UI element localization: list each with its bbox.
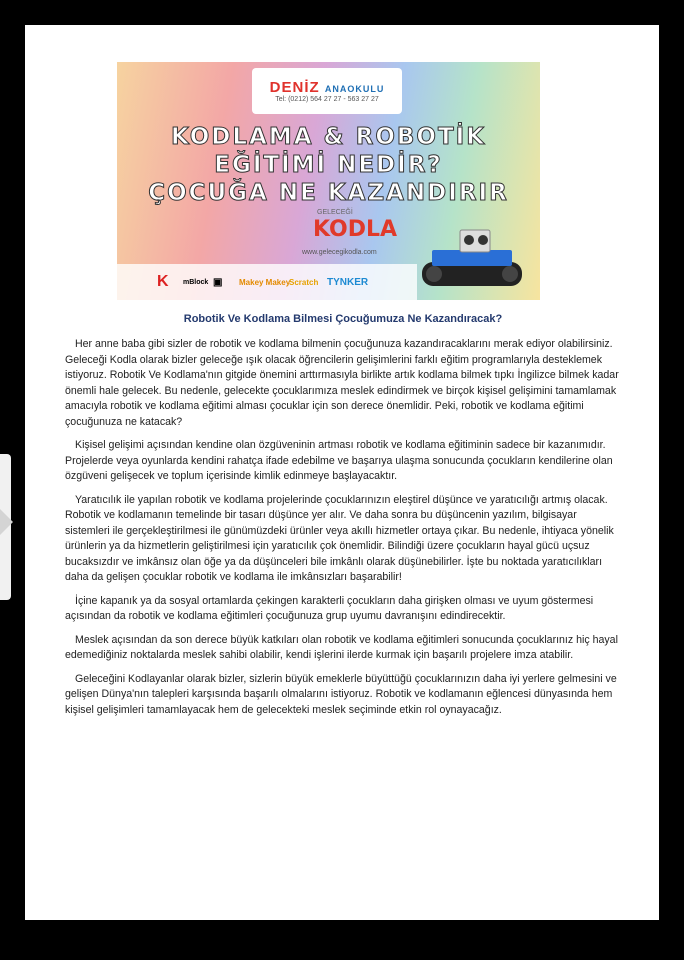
paragraph: Kişisel gelişimi açısından kendine olan özgüveninin artması robotik ve kodlama eğitiminin sadece bir kazanımıdır. Projelerde veya oyunlarda kendini rahatça ifade edebilme ve başarıya ulaşma sonucunda çocukların kendilerine olan özgüveni gelişecek ve toplum içerisinde kimlik edinmeye başlayacaktır.: [65, 439, 613, 482]
banner-image: [117, 62, 540, 300]
school-name-part2: ANAOKULU: [324, 84, 385, 94]
robot-illustration: [412, 214, 532, 294]
document-page: [25, 25, 659, 920]
kodla-url: www.gelecegikodla.com: [302, 249, 377, 256]
partner-logo: K: [157, 273, 169, 290]
school-detail: Tel: (0212) 564 27 27 - 563 27 27: [275, 96, 379, 103]
banner-headline-1: KODLAMA & ROBOTİK: [170, 124, 487, 150]
paragraph: Geleceğini Kodlayanlar olarak bizler, sizlerin büyük emeklerle büyüttüğü çocuklarınızın daha iyi yerlere gelmesini ve gelişen Dünya'nın talepleri karşısında başarılı olmalarını istiyoruz. Robotik ve kodlamanın eğlencesi dünyasında hem kişisel gelişimleri tamamlayacak hem de gelecekteki meslek seçiminde etkin rol oynayacağız.: [65, 672, 617, 716]
banner-headline-3: ÇOCUĞA NE KAZANDIRIR: [148, 180, 509, 206]
school-name-part1: DENİZ: [269, 79, 320, 96]
partner-logo: Scratch: [289, 277, 319, 287]
paragraph: Her anne baba gibi sizler de robotik ve kodlama bilmenin çocuğunuza kazandıracaklarını merak ediyor olabilirsiniz. Geleceği Kodla olarak bizler geleceğe ışık olacak öğrencilerin gelişimlerini farklı eğitim programlarıyla desteklemek istiyoruz. Robotik Ve Kodlama'nın gitgide önemini arttırmasıyla birlikte artık kodlama bilmek tıpkı İngilizce bilmek kadar önemli hale gelecek. Bu nedenle, gelecekte çocuklarımıza meslek edindirmek ve birçok kişisel gelişimini tamamlamak amacıyla robotik ve kodlama eğitimi alması çocuklar için son derece önemlidir. Peki, robotik ve kodlama eğitimi çocuğunuza ne katacak?: [65, 338, 619, 428]
kodla-logo: KODLA: [313, 217, 398, 242]
banner-headline-2: EĞİTİMİ NEDİR?: [214, 152, 443, 178]
partner-logo: TYNKER: [327, 276, 369, 288]
partner-logo: ▣: [213, 276, 223, 288]
partner-logo-strip: [117, 264, 417, 300]
kodla-prefix: GELECEĞİ: [317, 209, 353, 216]
partner-logo: Makey Makey: [239, 277, 291, 287]
partner-logo: mBlock: [183, 278, 209, 286]
paragraph: Yaratıcılık ile yapılan robotik ve kodlama projelerinde çocuklarınızın eleştirel düşünce ve yaratıcılığı artmış olacak. Robotik ve kodlamanın temelinde bir tasarı düşünce yer alır. Ve daha sonra bu düşüncenin yazılım, bilgisayar sistemleri ile gerçekleştirilmesi ile günümüzdeki ürünler veya akıllı hizmetler ortaya çıkar. Bu nedenle, ihtiyaca yönelik ürünlerin ya da hizmetlerin geliştirilmesi için yaratıcılık çok önemlidir. Bilindiği üzere çocukların hayal gücü uçsuz bucaksızdır ve imkânsız olan öğe ya da düşünceleri bile imkânlı olarak düşünebilirler. İşte bu noktada yaratıcılıkları daha da gelişen çocuklar robotik ve kodlama ile imkânsızları başarabilir!: [65, 493, 614, 583]
document-body: [65, 313, 621, 726]
paragraph: Meslek açısından da son derece büyük katkıları olan robotik ve kodlama eğitimleri sonucunda çocuklarınız hiç hayal edemediğiniz noktalarda meslek sahibi olabilir, kendi işlerini ilerde kurmak için başarılı projelere imza atabilir.: [65, 633, 618, 661]
expand-arrow-icon[interactable]: [0, 509, 13, 535]
school-logo: [252, 68, 402, 114]
document-title: Robotik Ve Kodlama Bilmesi Çocuğumuza Ne Kazandıracak?: [183, 313, 503, 325]
paragraph: İçine kapanık ya da sosyal ortamlarda çekingen karakterli çocukların daha girişken olması ve uyum göstermesi açısından da robotik ve kodlama eğitimleri çocuğunuza grup uyumu davranışını edindirecektir.: [65, 594, 594, 622]
